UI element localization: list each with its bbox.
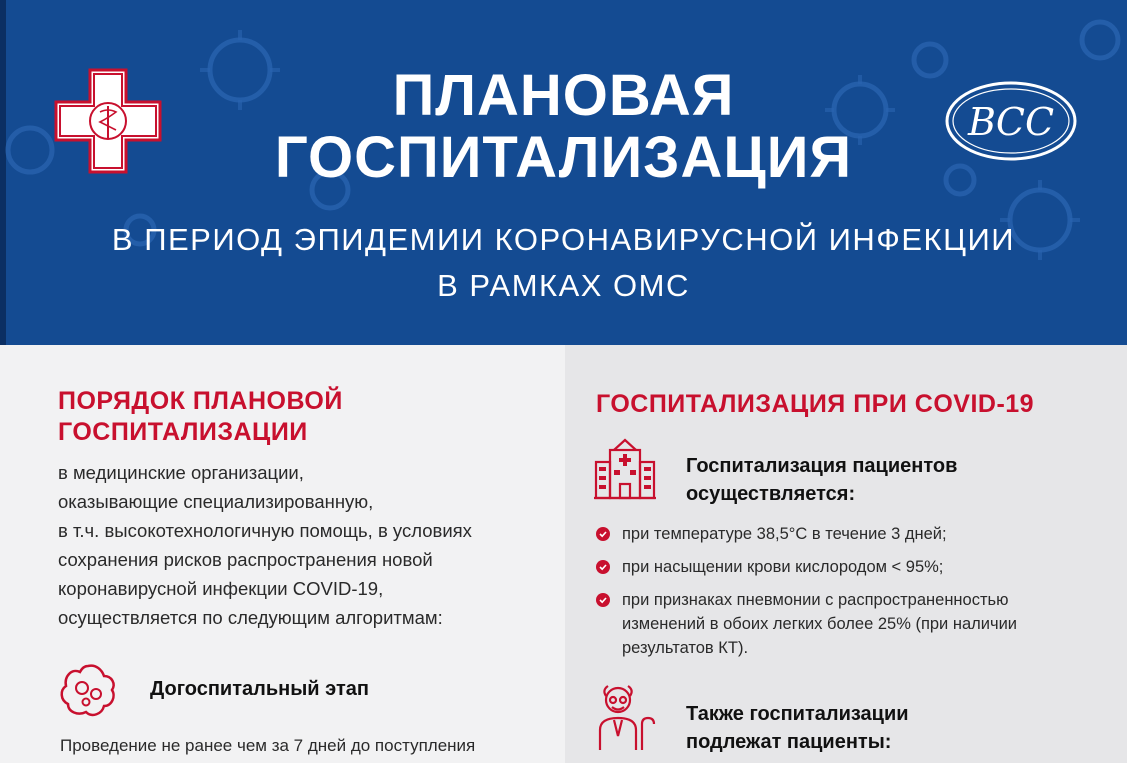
description-line: в т.ч. высокотехнологичную помощь, в условиях — [58, 520, 472, 541]
check-circle-icon — [596, 593, 610, 607]
section-description — [58, 458, 548, 632]
elderly-person-icon — [592, 680, 662, 750]
virus-icon — [58, 660, 118, 720]
page-title-line2: ГОСПИТАЛИЗАЦИЯ — [274, 125, 853, 190]
heading-line: Также госпитализации — [686, 703, 909, 725]
hospital-icon — [592, 436, 658, 502]
heading-line: Госпитализация пациентов — [686, 455, 958, 477]
svg-text:ВСС: ВСС — [967, 100, 1055, 144]
also-eligible-heading — [686, 700, 1046, 756]
subtitle-line2: В РАМКАХ ОМС — [437, 268, 690, 303]
step-title-prehospital: Догоспитальный этап — [150, 678, 369, 700]
description-line: коронавирусной инфекции COVID-19, — [58, 578, 384, 599]
list-item-text: при признаках пневмонии с распространенностью изменений в обоих легких более 25% (при наличии результатов КТ). — [622, 591, 1018, 657]
check-circle-icon — [596, 560, 610, 574]
list-item — [596, 555, 1096, 579]
step-description: Проведение не ранее чем за 7 дней до поступления — [60, 736, 476, 755]
header-banner — [0, 0, 1127, 345]
description-line: в медицинские организации, — [58, 462, 304, 483]
criteria-list — [596, 522, 1096, 669]
description-line: оказывающие специализированную, — [58, 491, 374, 512]
list-item — [596, 588, 1096, 660]
list-item — [596, 522, 1096, 546]
list-item-text: при насыщении крови кислородом < 95%; — [622, 558, 944, 576]
heading-line: подлежат пациенты: — [686, 731, 892, 753]
description-line: сохранения рисков распространения новой — [58, 549, 433, 570]
page-title-line1: ПЛАНОВАЯ — [392, 63, 735, 128]
section-title-covid-hospitalization: ГОСПИТАЛИЗАЦИЯ ПРИ COVID-19 — [596, 390, 1035, 418]
hospitalization-criteria-heading — [686, 452, 1046, 508]
subtitle-line1: В ПЕРИОД ЭПИДЕМИИ КОРОНАВИРУСНОЙ ИНФЕКЦИИ — [111, 222, 1016, 257]
section-title-planned-hospitalization: ПОРЯДОК ПЛАНОВОЙ ГОСПИТАЛИЗАЦИИ — [58, 387, 343, 446]
check-circle-icon — [596, 527, 610, 541]
list-item-text: при температуре 38,5°С в течение 3 дней; — [622, 525, 947, 543]
heading-line: осуществляется: — [686, 483, 856, 505]
description-line: осуществляется по следующим алгоритмам: — [58, 607, 443, 628]
